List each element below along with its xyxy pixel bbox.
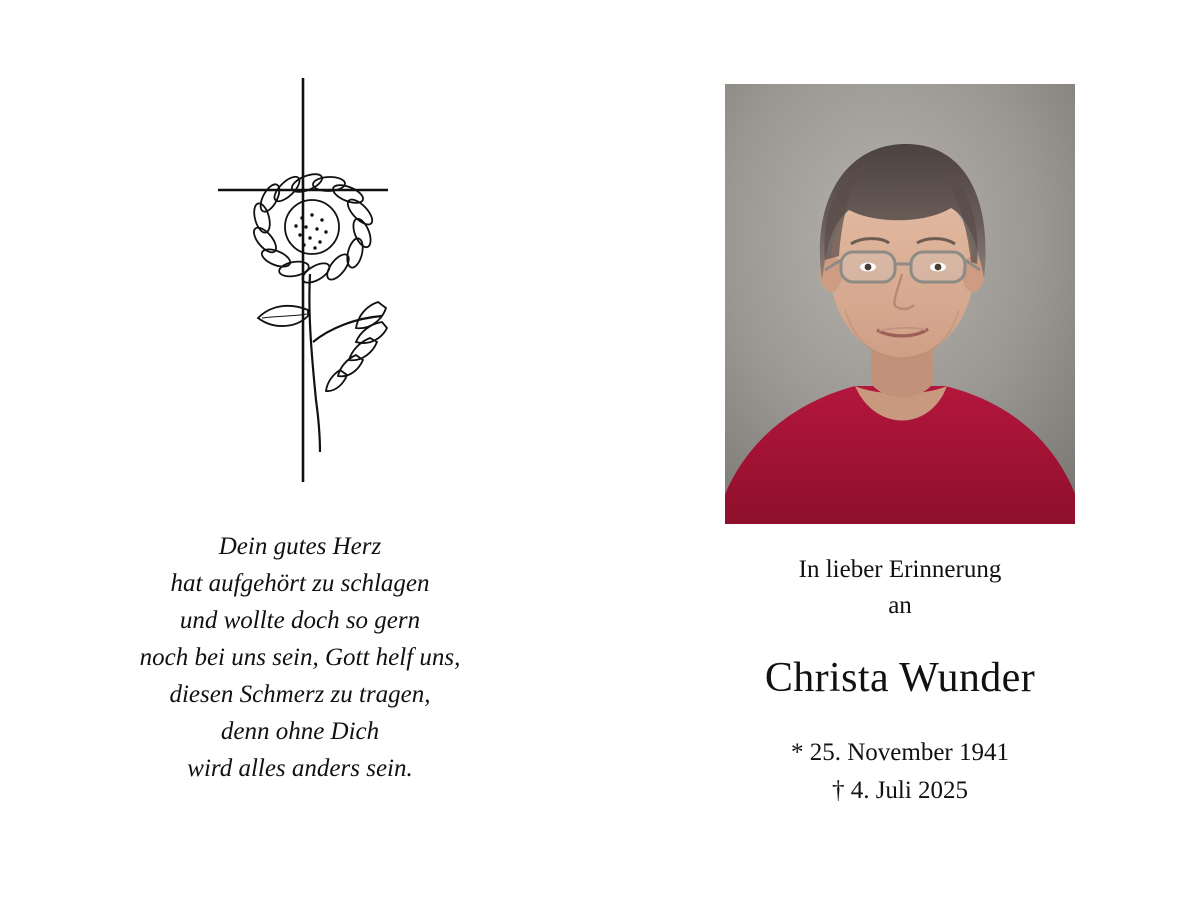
memoriam-block	[600, 552, 1200, 810]
verse-line: diesen Schmerz zu tragen,	[169, 681, 431, 708]
death-date: † 4. Juli 2025	[831, 777, 969, 804]
verse-line: wird alles anders sein.	[187, 755, 413, 782]
verse-line: hat aufgehört zu schlagen	[170, 570, 430, 597]
cross-sunflower-icon	[170, 70, 430, 490]
life-dates	[600, 734, 1200, 810]
cross-with-sunflower-illustration	[0, 60, 600, 500]
verse-line: Dein gutes Herz	[218, 533, 382, 560]
memoriam-intro-line-2: an	[888, 592, 912, 619]
right-page	[600, 0, 1200, 899]
memorial-verse	[0, 528, 600, 787]
memoriam-intro-line-1: In lieber Erinnerung	[798, 556, 1002, 583]
portrait-photo	[725, 84, 1075, 524]
birth-date: * 25. November 1941	[790, 739, 1010, 766]
portrait-photo-graphic	[725, 84, 1075, 524]
deceased-name: Christa Wunder	[764, 655, 1036, 701]
verse-line: noch bei uns sein, Gott helf uns,	[139, 644, 461, 671]
verse-line: und wollte doch so gern	[179, 607, 421, 634]
verse-line: denn ohne Dich	[220, 718, 380, 745]
